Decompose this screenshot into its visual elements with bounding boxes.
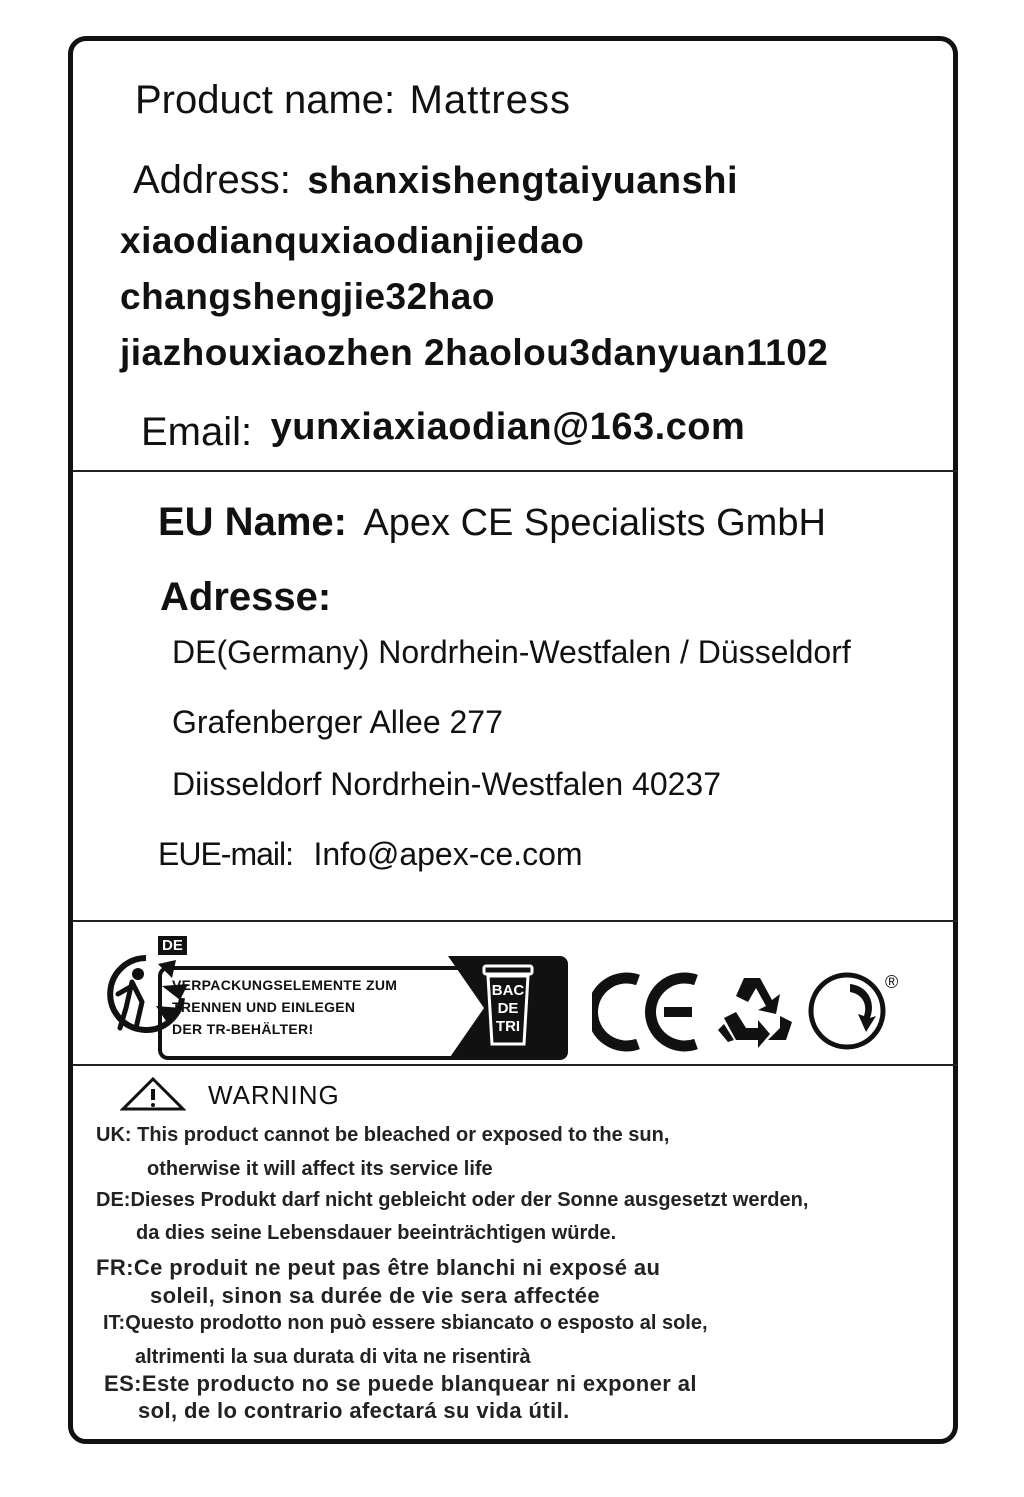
warning-line-de-2: da dies seine Lebensdauer beeinträchtigen würde. <box>136 1222 617 1244</box>
section-divider-3 <box>73 1064 958 1066</box>
email-value: yunxiaxiaodian@163.com <box>270 406 746 448</box>
triman-line-3: DER TR-BEHÄLTER! <box>172 1021 314 1037</box>
eu-address-line-1: DE(Germany) Nordrhein-Westfalen / Düsseldorf <box>172 634 851 670</box>
triman-line-1: VERPACKUNGSELEMENTE ZUM <box>172 977 398 993</box>
bin-line-2: DE <box>497 1000 519 1017</box>
warning-line-es-2: sol, de lo contrario afectará su vida útil. <box>138 1398 570 1423</box>
warning-line-es-1: ES:Este producto no se puede blanquear ni exponer al <box>104 1371 697 1396</box>
recycle-icon <box>714 972 798 1052</box>
warning-line-fr-1: FR:Ce produit ne peut pas être blanchi ni exposé au <box>96 1255 661 1280</box>
triman-country-tag: DE <box>158 936 187 955</box>
warning-line-de-1: DE:Dieses Produkt darf nicht gebleicht oder der Sonne ausgesetzt werden, <box>96 1189 809 1211</box>
green-dot-icon <box>806 970 888 1052</box>
address-line-1: shanxishengtaiyuanshi <box>307 160 739 202</box>
eu-email-row <box>158 836 583 873</box>
product-name-value: Mattress <box>409 78 571 122</box>
triman-info-block <box>158 937 568 1060</box>
eu-name-row <box>158 500 826 545</box>
bin-line-1: BAC <box>491 982 525 999</box>
eu-email-label: EUE-mail: <box>158 836 294 872</box>
eu-email-value: Info@apex-ce.com <box>313 836 583 872</box>
product-name-label: Product name: <box>135 78 396 122</box>
address-row <box>133 158 738 203</box>
product-name-row <box>135 78 571 123</box>
address-line-2: xiaodianquxiaodianjiedao <box>120 220 585 261</box>
warning-title: WARNING <box>208 1080 340 1110</box>
triman-text <box>172 974 397 1040</box>
sorting-bin-icon <box>480 964 536 1048</box>
ce-mark-icon <box>592 972 704 1052</box>
eu-address-line-2: Grafenberger Allee 277 <box>172 704 503 740</box>
eu-address-label: Adresse: <box>160 575 332 619</box>
section-divider-2 <box>73 920 958 922</box>
eu-name-value: Apex CE Specialists GmbH <box>363 502 826 544</box>
warning-line-it-1: IT:Questo prodotto non può essere sbiancato o esposto al sole, <box>103 1312 708 1334</box>
section-divider-1 <box>73 470 958 472</box>
eu-address-line-3: Diisseldorf Nordrhein-Westfalen 40237 <box>172 766 722 802</box>
email-label: Email: <box>141 410 253 454</box>
address-line-4: jiazhouxiaozhen 2haolou3danyuan1102 <box>120 332 829 373</box>
triman-line-2: TRENNEN UND EINLEGEN <box>172 999 356 1015</box>
warning-line-it-2: altrimenti la sua durata di vita ne risentirà <box>135 1346 531 1368</box>
warning-triangle-icon <box>120 1076 186 1112</box>
warning-line-fr-2: soleil, sinon sa durée de vie sera affectée <box>150 1283 601 1308</box>
warning-line-uk-1: UK: This product cannot be bleached or exposed to the sun, <box>96 1124 670 1146</box>
address-line-3: changshengjie32hao <box>120 276 495 317</box>
warning-line-uk-2: otherwise it will affect its service life <box>147 1158 493 1180</box>
eu-name-label: EU Name: <box>158 500 347 544</box>
address-label: Address: <box>133 158 291 202</box>
registered-mark: ® <box>885 972 899 992</box>
email-row <box>141 406 746 455</box>
bin-line-3: TRI <box>495 1018 521 1035</box>
